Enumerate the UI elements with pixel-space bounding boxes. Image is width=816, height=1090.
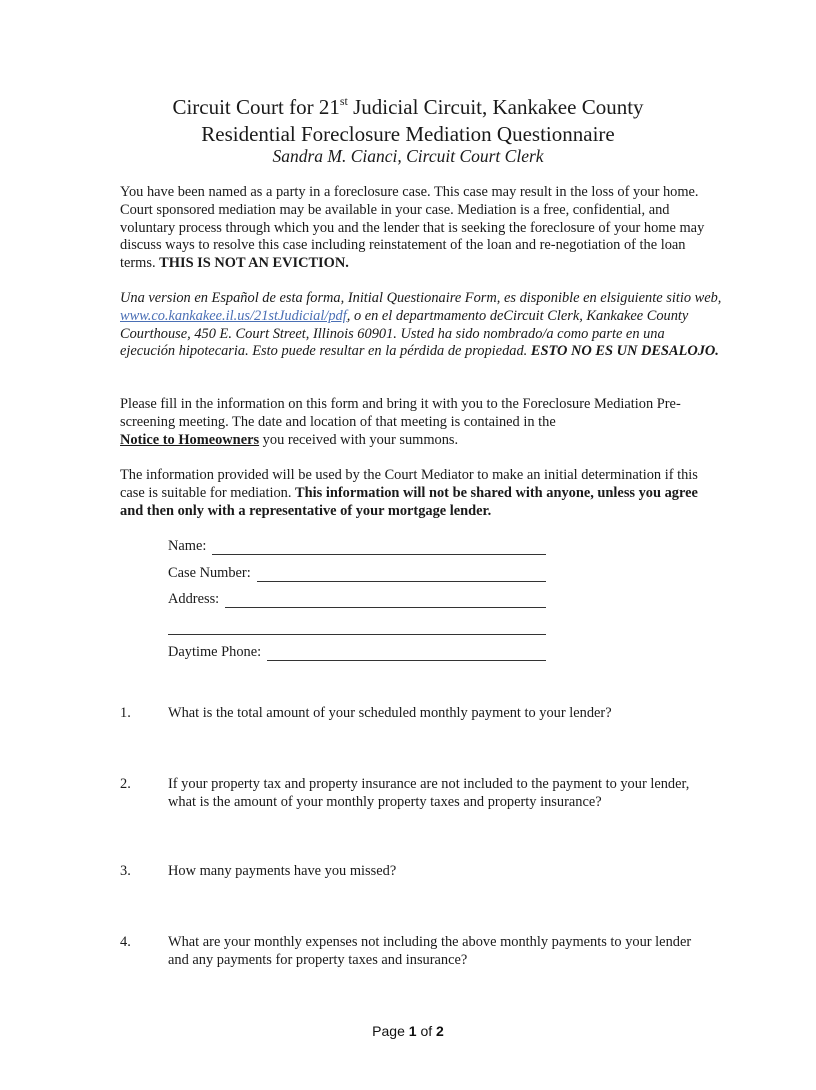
privacy-bold-notice: This information will not be shared with anyone, unless you agree and then only with a representative of your mortgage lender. bbox=[120, 484, 698, 519]
question-number: 2. bbox=[120, 776, 131, 792]
address-line-2-input-line[interactable] bbox=[168, 620, 546, 635]
spanish-text-after: , o en el departmamento deCircuit Clerk, Kankakee County Courthouse, 450 E. Court Street, Illinois 60901. Usted ha sido nombrado/a como parte en una ejecución hipotecaria. Esto puede resultar en la pérdida de propiedad. bbox=[120, 307, 689, 360]
intro-bold-notice: THIS IS NOT AN EVICTION. bbox=[159, 255, 349, 272]
question-number: 4. bbox=[120, 934, 131, 950]
address-label: Address: bbox=[168, 591, 220, 607]
spanish-text-before: Una version en Español de esta forma, Initial Questionaire Form, es disponible en elsiguiente sitio web, bbox=[120, 290, 722, 306]
intro-paragraph bbox=[120, 184, 720, 273]
name-label: Name: bbox=[168, 538, 207, 554]
name-field bbox=[168, 537, 546, 555]
spanish-paragraph bbox=[120, 290, 722, 361]
address-input-line[interactable] bbox=[225, 593, 546, 608]
intro-text: You have been named as a party in a foreclosure case. This case may result in the loss of your home. Court sponsored mediation may be available in your case. Mediation is a free, confidential, and voluntary process through which you and the lender that is seeking the foreclosure of your home may discuss ways to resolve this case including reinstatement of the loan and re-negotiation of the loan terms. bbox=[120, 184, 705, 272]
privacy-paragraph bbox=[120, 467, 720, 520]
spanish-bold-notice: ESTO NO ES UN DESALOJO. bbox=[530, 343, 719, 360]
title-superscript: st bbox=[339, 94, 348, 108]
document-subtitle: Residential Foreclosure Mediation Questionnaire bbox=[201, 122, 615, 146]
footer-page-word: Page bbox=[372, 1023, 409, 1039]
title-prefix: Circuit Court for 21 bbox=[172, 95, 340, 119]
daytime-phone-label: Daytime Phone: bbox=[168, 644, 262, 660]
address-field bbox=[168, 590, 546, 608]
page-number-footer bbox=[0, 1023, 816, 1039]
case-number-input-line[interactable] bbox=[257, 567, 546, 582]
case-number-field bbox=[168, 564, 546, 582]
question-text: If your property tax and property insurance are not included to the payment to your lender, what is the amount of your monthly property taxes and property insurance? bbox=[168, 776, 690, 810]
name-input-line[interactable] bbox=[212, 540, 546, 555]
daytime-phone-input-line[interactable] bbox=[267, 646, 546, 661]
instructions-text-before: Please fill in the information on this form and bring it with you to the Foreclosure Mediation Pre-screening meeting. The date and location of that meeting is contained in the bbox=[120, 396, 681, 430]
question-text: How many payments have you missed? bbox=[168, 863, 397, 879]
footer-of-word: of bbox=[416, 1023, 437, 1039]
spanish-form-link[interactable]: www.co.kankakee.il.us/21stJudicial/pdf bbox=[120, 307, 347, 324]
notice-to-homeowners: Notice to Homeowners bbox=[120, 431, 260, 448]
instructions-text-after: you received with your summons. bbox=[259, 431, 459, 448]
question-number: 3. bbox=[120, 863, 131, 879]
document-title bbox=[0, 94, 816, 120]
footer-total-pages: 2 bbox=[436, 1023, 444, 1039]
title-suffix: Judicial Circuit, Kankakee County bbox=[347, 95, 644, 119]
address-line-2-field bbox=[168, 617, 546, 635]
case-number-label: Case Number: bbox=[168, 565, 251, 581]
instructions-paragraph bbox=[120, 396, 720, 449]
privacy-text: The information provided will be used by the Court Mediator to make an initial determination if this case is suitable for mediation. bbox=[120, 467, 698, 501]
question-text: What is the total amount of your scheduled monthly payment to your lender? bbox=[168, 705, 612, 721]
question-number: 1. bbox=[120, 705, 131, 721]
question-text: What are your monthly expenses not including the above monthly payments to your lender and any payments for property taxes and insurance? bbox=[168, 934, 692, 968]
clerk-name: Sandra M. Cianci, Circuit Court Clerk bbox=[272, 146, 544, 166]
footer-current-page: 1 bbox=[408, 1023, 417, 1039]
daytime-phone-field bbox=[168, 643, 546, 661]
